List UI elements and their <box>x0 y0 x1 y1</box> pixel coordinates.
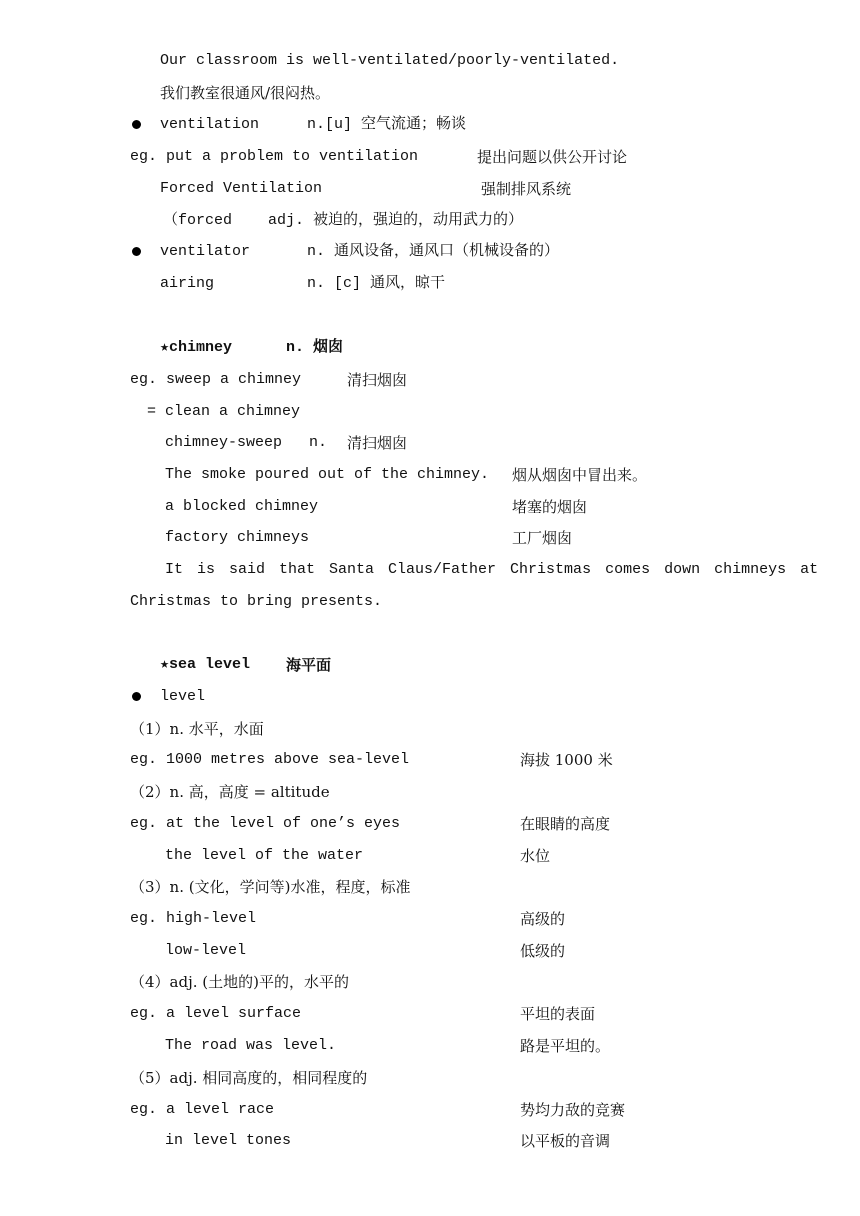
example: eg. put a problem to ventilation <box>130 148 419 165</box>
translation: 路是平坦的。 <box>520 1037 611 1055</box>
example: = clean a chimney <box>147 403 301 420</box>
translation: 强制排风系统 <box>481 180 572 198</box>
example: in level tones <box>165 1132 292 1149</box>
example: The smoke poured out of the chimney. <box>165 466 490 483</box>
example: a blocked chimney <box>165 498 319 515</box>
definition: n. 通风设备，通风口（机械设备的） <box>307 243 560 260</box>
example-sentence: Christmas to bring presents. <box>130 593 383 610</box>
example: eg. a level race <box>130 1101 275 1118</box>
translation: 水位 <box>520 847 551 865</box>
section-heading-gloss: 海平面 <box>286 656 332 674</box>
example: eg. high-level <box>130 910 257 927</box>
translation: 我们教室很通风/很闷热。 <box>160 84 331 102</box>
note: （forced adj. 被迫的，强迫的，动用武力的） <box>163 212 524 229</box>
example: low-level <box>165 942 247 959</box>
translation: 低级的 <box>520 942 566 960</box>
term: ventilation <box>160 116 260 133</box>
example: eg. a level surface <box>130 1005 302 1022</box>
translation: 高级的 <box>520 910 566 928</box>
term: level <box>160 688 206 705</box>
term: airing <box>160 275 215 292</box>
sense-heading: （5）adj. 相同高度的，相同程度的 <box>130 1069 368 1087</box>
example: eg. 1000 metres above sea-level <box>130 751 410 768</box>
translation: 海拔 1000 米 <box>520 751 613 769</box>
sense-heading: （4）adj. (土地的)平的，水平的 <box>130 973 349 991</box>
example: Forced Ventilation <box>160 180 323 197</box>
translation: 清扫烟囱 <box>347 371 408 389</box>
translation: 提出问题以供公开讨论 <box>477 148 628 166</box>
example: factory chimneys <box>165 529 310 546</box>
translation: 工厂烟囱 <box>512 529 573 547</box>
definition: n.[u] 空气流通；畅谈 <box>307 116 467 133</box>
translation: 在眼睛的高度 <box>520 815 611 833</box>
bullet-icon <box>132 247 141 256</box>
translation: 烟从烟囱中冒出来。 <box>512 466 648 484</box>
bullet-icon <box>132 120 141 129</box>
translation: 堵塞的烟囱 <box>512 498 588 516</box>
example-sentence: It is said that Santa Claus/Father Christmas comes down chimneys at <box>165 561 819 578</box>
example-sentence: Our classroom is well-ventilated/poorly-ventilated. <box>160 52 620 69</box>
definition: n. [c] 通风，晾干 <box>307 275 446 292</box>
sense-heading: （2）n. 高，高度 = altitude <box>130 783 330 801</box>
translation: 清扫烟囱 <box>347 434 408 452</box>
translation: 以平板的音调 <box>520 1132 611 1150</box>
section-heading-gloss: n. 烟囱 <box>286 339 344 356</box>
example: eg. sweep a chimney <box>130 371 302 388</box>
sense-heading: （1）n. 水平，水面 <box>130 720 264 738</box>
example: eg. at the level of one’s eyes <box>130 815 401 832</box>
section-heading: ★chimney <box>160 339 233 356</box>
term: ventilator <box>160 243 251 260</box>
example: The road was level. <box>165 1037 337 1054</box>
translation: 势均力敌的竞赛 <box>520 1101 626 1119</box>
bullet-icon <box>132 692 141 701</box>
section-heading: ★sea level <box>160 656 251 673</box>
translation: 平坦的表面 <box>520 1005 596 1023</box>
example: the level of the water <box>165 847 364 864</box>
example: chimney-sweep n. <box>165 434 328 451</box>
sense-heading: （3）n. (文化，学问等)水准，程度，标准 <box>130 878 411 896</box>
